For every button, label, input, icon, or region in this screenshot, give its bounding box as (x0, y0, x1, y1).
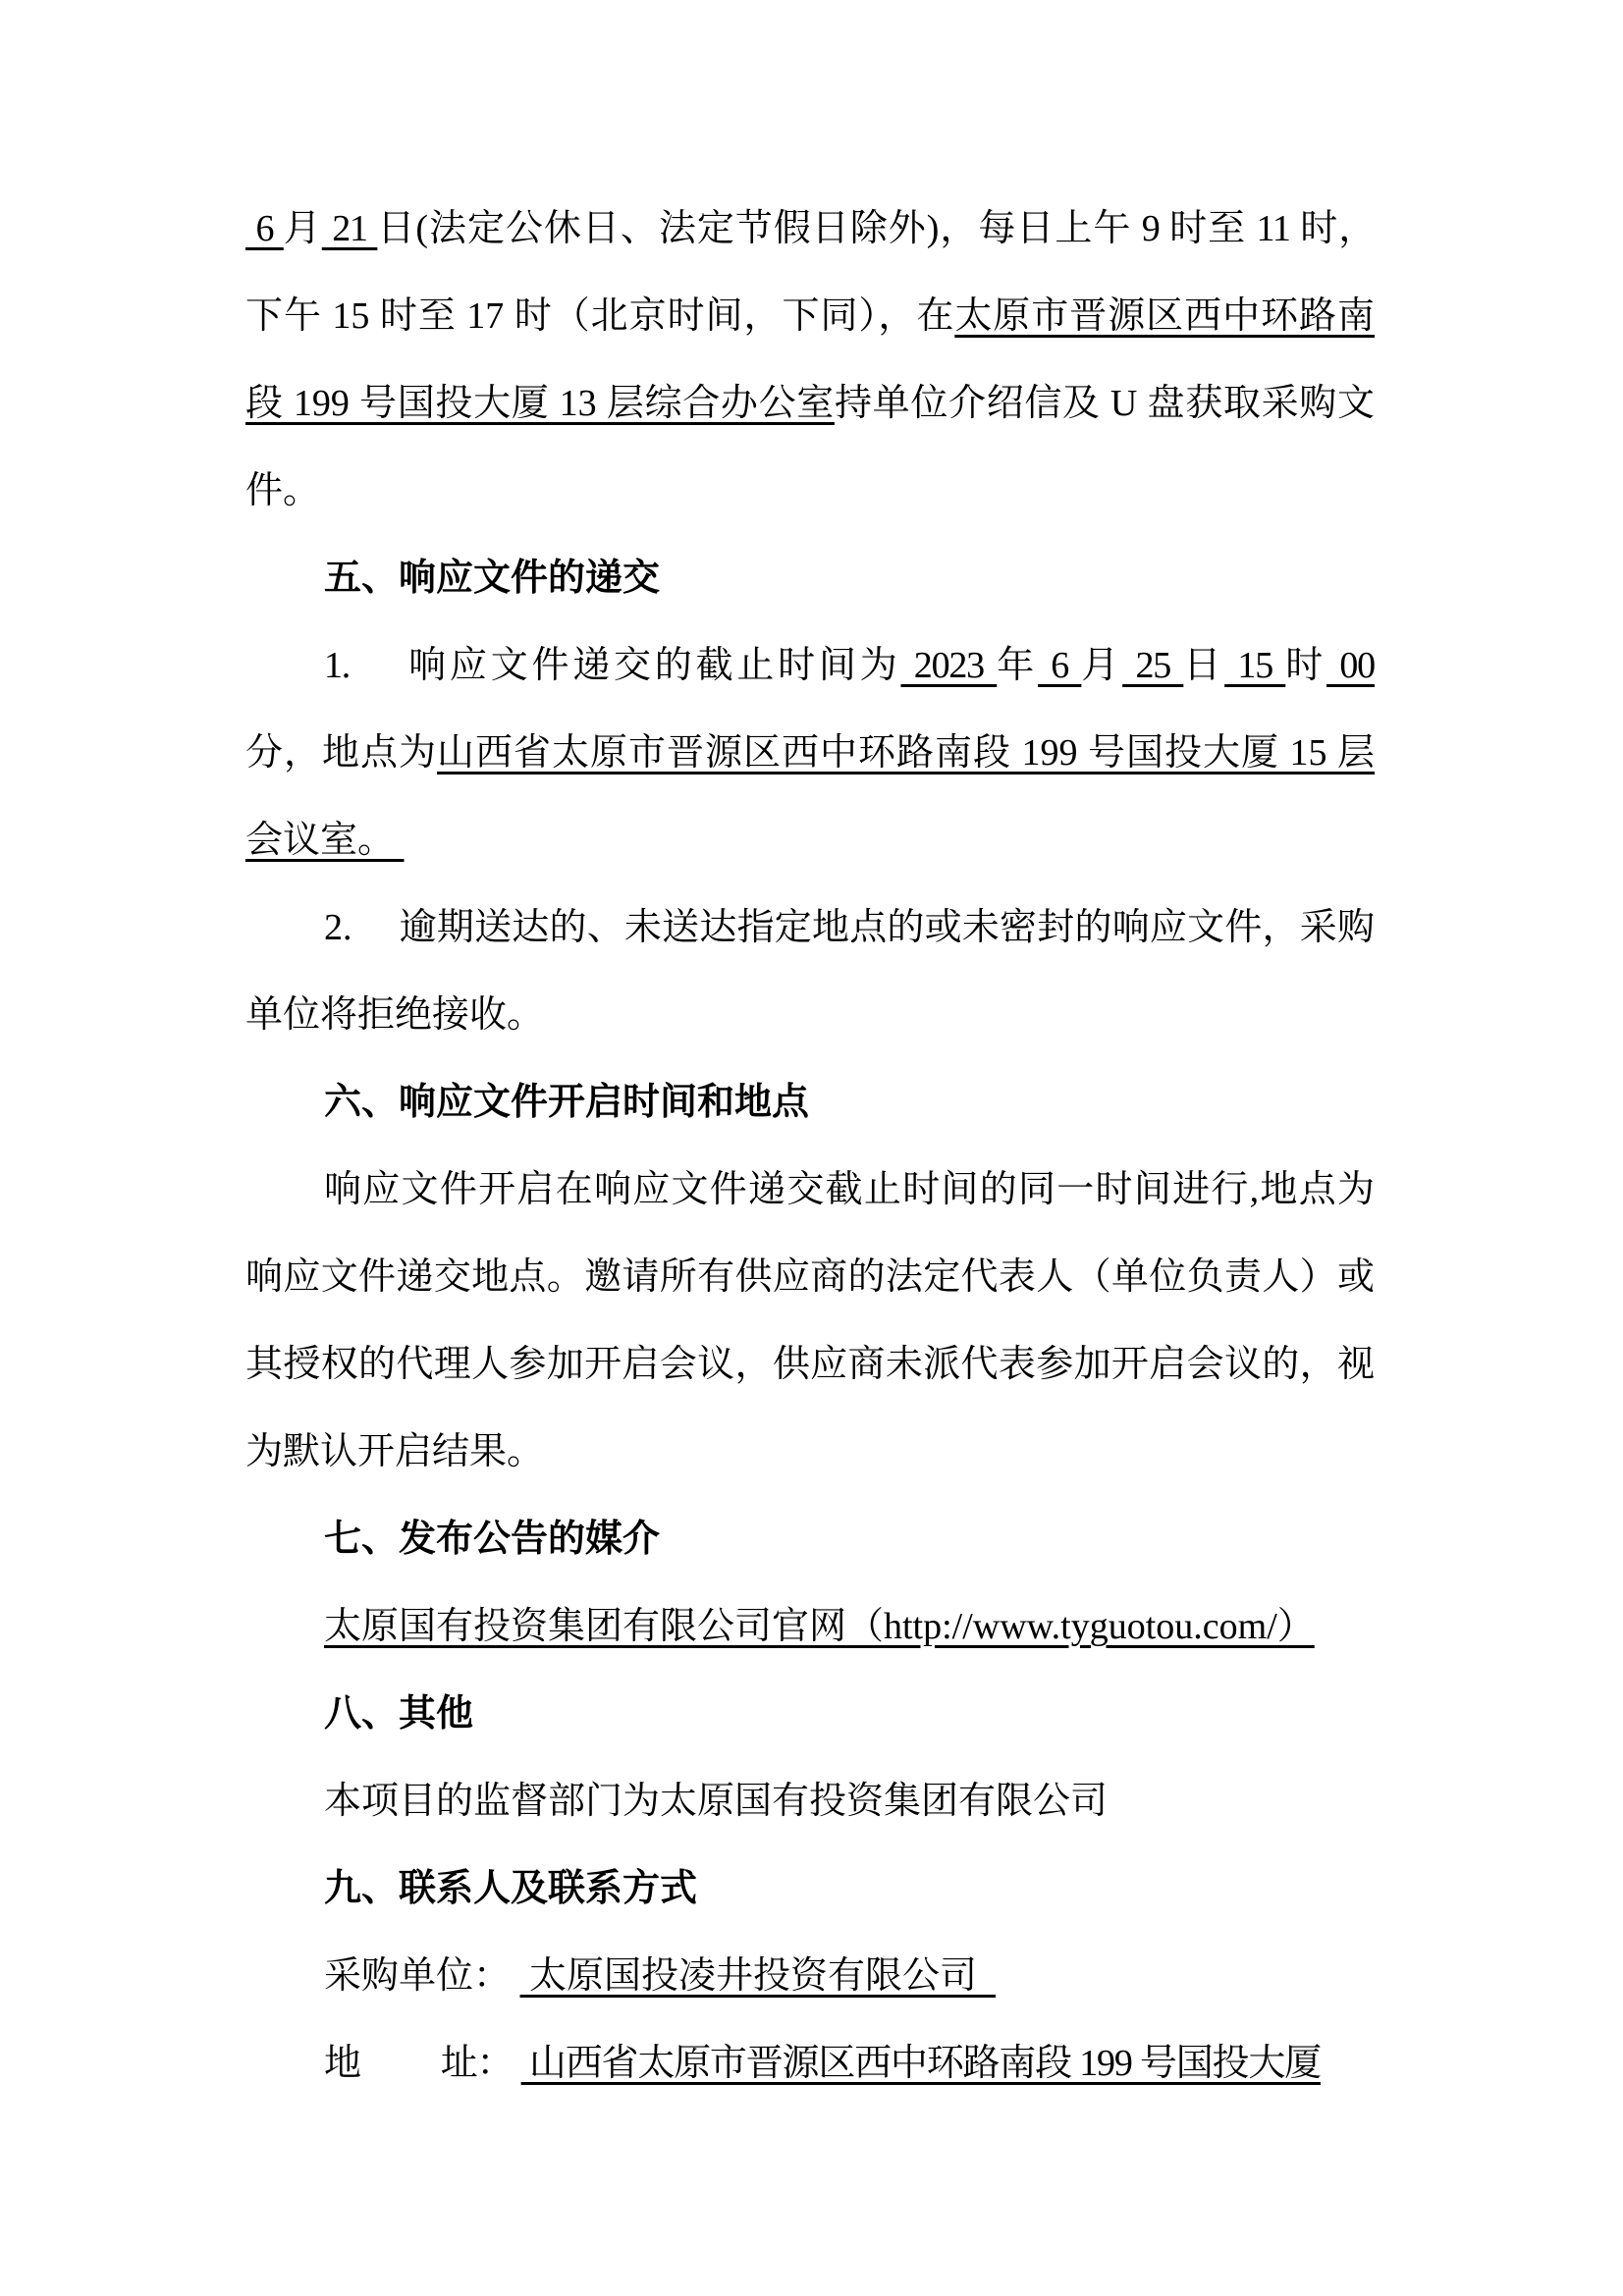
underlined-text: 山西省太原市晋源区西中环路南段 199 号国投大厦 (520, 2043, 1321, 2084)
text-segment (511, 1955, 520, 1997)
underlined-text: 段 199 号国投大厦 13 层综合办公室 (245, 383, 835, 424)
text-segment: 采购单位： (324, 1955, 512, 1997)
text-segment: 九、联系人及联系方式 (324, 1868, 698, 1909)
underlined-text: 15 (1224, 645, 1286, 686)
text-segment: 分，地点为 (245, 732, 437, 774)
paragraph-line-4 (245, 448, 1375, 535)
text-segment: 日(法定公休日、法定节假日除外)，每日上午 9 时至 11 时， (377, 208, 1375, 249)
text-segment: 下午 15 时至 17 时（北京时间，下同），在 (245, 295, 955, 337)
section-heading-5 (245, 535, 1375, 622)
text-segment: 日 (1183, 645, 1225, 686)
paragraph-line-12 (245, 1147, 1375, 1234)
text-segment: 时 (1285, 645, 1327, 686)
text-segment: 为默认开启结果。 (245, 1431, 545, 1472)
text-segment: 响应文件递交地点。邀请所有供应商的法定代表人（单位负责人）或 (245, 1256, 1375, 1298)
underlined-text: 太原国投凌井投资有限公司 (519, 1955, 997, 1997)
contact-address-line (245, 2020, 1375, 2108)
underlined-text: 2023 (900, 645, 998, 686)
text-segment: 1. 响应文件递交的截止时间为 (324, 645, 901, 686)
paragraph-line-8 (245, 797, 1375, 884)
underlined-text: 6 (245, 208, 284, 249)
paragraph-line-10 (245, 972, 1375, 1059)
text-segment: 六、响应文件开启时间和地点 (324, 1082, 810, 1123)
paragraph-line-1 (245, 186, 1375, 273)
text-segment: 2. 逾期送达的、未送达指定地点的或未密封的响应文件，采购 (324, 907, 1375, 948)
paragraph-line-14 (245, 1321, 1375, 1409)
paragraph-line-13 (245, 1234, 1375, 1321)
underlined-text: 21 (321, 208, 378, 249)
document-content (245, 186, 1375, 2108)
text-segment: 月 (1081, 645, 1123, 686)
underlined-text: 6 (1038, 645, 1082, 686)
underlined-text: 会议室。 (245, 820, 405, 861)
text-segment (513, 2043, 520, 2084)
text-segment: 五、响应文件的递交 (324, 558, 661, 599)
text-segment: 其授权的代理人参加开启会议，供应商未派代表参加开启会议的，视 (245, 1344, 1375, 1385)
underlined-text: 山西省太原市晋源区西中环路南段 199 号国投大厦 15 层 (437, 732, 1375, 774)
contact-purchaser-line (245, 1933, 1375, 2020)
section-heading-11 (245, 1059, 1375, 1147)
paragraph-line-9 (245, 884, 1375, 972)
paragraph-line-15 (245, 1409, 1375, 1496)
text-segment: 八、其他 (324, 1693, 474, 1735)
text-segment: 件。 (245, 470, 321, 511)
text-segment: 七、发布公告的媒介 (324, 1519, 661, 1560)
section-heading-18 (245, 1671, 1375, 1758)
text-segment: 年 (997, 645, 1039, 686)
underlined-text: 太原国有投资集团有限公司官网（http://www.tyguotou.com/） (324, 1606, 1315, 1647)
section-heading-20 (245, 1845, 1375, 1933)
paragraph-line-6 (245, 622, 1375, 710)
text-segment: 本项目的监督部门为太原国有投资集团有限公司 (324, 1781, 1109, 1822)
text-segment: 地 址： (324, 2043, 514, 2084)
paragraph-line-2 (245, 273, 1375, 360)
paragraph-line-7 (245, 710, 1375, 797)
text-segment: 单位将拒绝接收。 (245, 994, 545, 1036)
text-segment: 月 (283, 208, 322, 249)
section-heading-16 (245, 1496, 1375, 1583)
paragraph-line-19 (245, 1758, 1375, 1845)
paragraph-line-3 (245, 360, 1375, 448)
underlined-text: 太原市晋源区西中环路南 (954, 295, 1375, 337)
paragraph-line-17 (245, 1583, 1375, 1671)
text-segment: 持单位介绍信及 U 盘获取采购文 (834, 383, 1375, 424)
underlined-text: 25 (1122, 645, 1184, 686)
text-segment: 响应文件开启在响应文件递交截止时间的同一时间进行,地点为 (324, 1169, 1375, 1210)
underlined-text: 00 (1326, 645, 1375, 686)
